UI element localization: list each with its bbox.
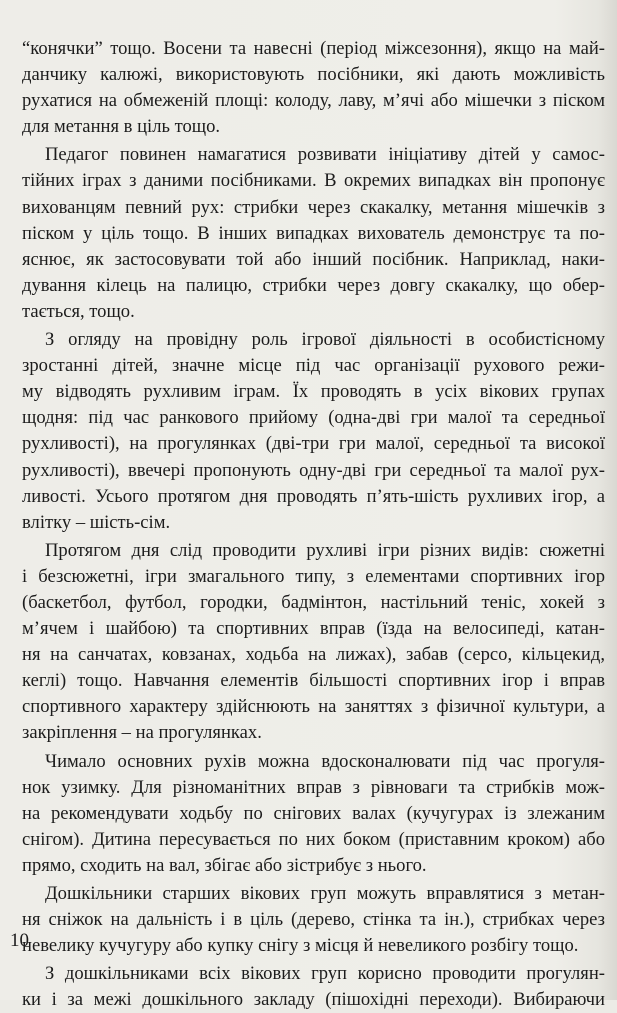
text-line: “конячки” тощо. Восени та навесні (період міжсезоння), якщо на май- [22, 38, 605, 59]
text-line: Педагог повинен намагатися розвивати ініціативу дітей у самос- [45, 144, 605, 166]
text-line: тійних іграх з даними посібниками. В окремих випадках він пропонує [22, 170, 605, 192]
text-line: рухливості), на прогулянках (дві-три гри малої, середньої та високої [22, 433, 605, 455]
text-line: вихованцям певний рух: стрибки через скакалку, метання мішечків з [22, 196, 605, 218]
text-line: піском у ціль тощо. В інших випадках вихователь демонструє та по- [22, 222, 605, 244]
text-line: ливості. Усього протягом дня проводять п’ять-шість рухливих ігор, а [22, 485, 605, 507]
text-line: прямо, сходить на вал, збігає або зістрибує з нього. [22, 854, 427, 876]
page-number: 10 [10, 930, 29, 951]
text-line: тається, тощо. [22, 300, 135, 322]
text-line: Протягом дня слід проводити рухливі ігри різних видів: сюжетні [45, 539, 605, 561]
text-line: нок узимку. Для різноманітних вправ з рівноваги та стрибків мож- [22, 776, 605, 798]
text-line: рухливості), ввечері пропонують одну-дві гри середньої та малої рух- [22, 459, 605, 481]
text-line: му відводять рухливим іграм. Їх проводять в усіх вікових групах [22, 381, 605, 403]
text-line: зростанні дітей, значне місце під час організації рухового режи- [22, 355, 605, 377]
text-line: З дошкільниками всіх вікових груп корисно проводити прогулян- [45, 963, 605, 985]
text-line: яснює, як застосовувати той або інший посібник. Наприклад, наки- [22, 248, 605, 270]
text-line: спортивного характеру здійснюють на заняттях з фізичної культури, а [22, 696, 605, 718]
text-line: для метання в ціль тощо. [22, 116, 221, 138]
text-line: м’ячем і шайбою) та спортивних вправ (їзда на велосипеді, катан- [22, 618, 605, 640]
text-line: ня на санчатах, ковзанах, ходьба на лижах), забав (серсо, кільцекид, [22, 644, 605, 666]
text-line: Чимало основних рухів можна вдосконалювати під час прогуля- [45, 750, 605, 772]
text-line: на рекомендувати ходьбу по снігових валах (кучугурах із злежаним [22, 802, 605, 824]
text-line: кеглі) тощо. Навчання елементів більшості спортивних ігор і вправ [22, 670, 605, 692]
text-line: дування кілець на палицю, стрибки через довгу скакалку, що обер- [22, 274, 605, 296]
text-line: влітку – шість-сім. [22, 511, 171, 533]
text-line: закріплення – на прогулянках. [22, 722, 262, 744]
text-line: ки і за межі дошкільного закладу (пішохідні переходи). Вибираючи [22, 989, 605, 1011]
text-line: (баскетбол, футбол, городки, бадмінтон, настільний теніс, хокей з [22, 591, 605, 613]
text-line: снігом). Дитина пересувається по них боком (приставним кроком) або [22, 828, 605, 850]
text-line: Дошкільники старших вікових груп можуть вправлятися з метан- [45, 883, 605, 904]
body-text [22, 36, 605, 1013]
text-line: рухатися на обмеженій площі: колоду, лаву, м’ячі або мішечки з піском [22, 90, 605, 112]
text-line: ня сніжок на дальність і в ціль (дерево, стінка та ін.), стрибках через [22, 909, 605, 931]
text-line: невелику кучугуру або купку снігу з місця й невеликого розбігу тощо. [22, 935, 579, 957]
text-line: і безсюжетні, ігри змагального типу, з елементами спортивних ігор [22, 565, 605, 587]
text-line: щодня: під час ранкового прийому (одна-дві гри малої та середньої [22, 407, 605, 429]
text-line: данчику калюжі, використовують посібники, які дають можливість [22, 64, 605, 86]
text-line: З огляду на провідну роль ігрової діяльності в особистісному [45, 329, 605, 351]
